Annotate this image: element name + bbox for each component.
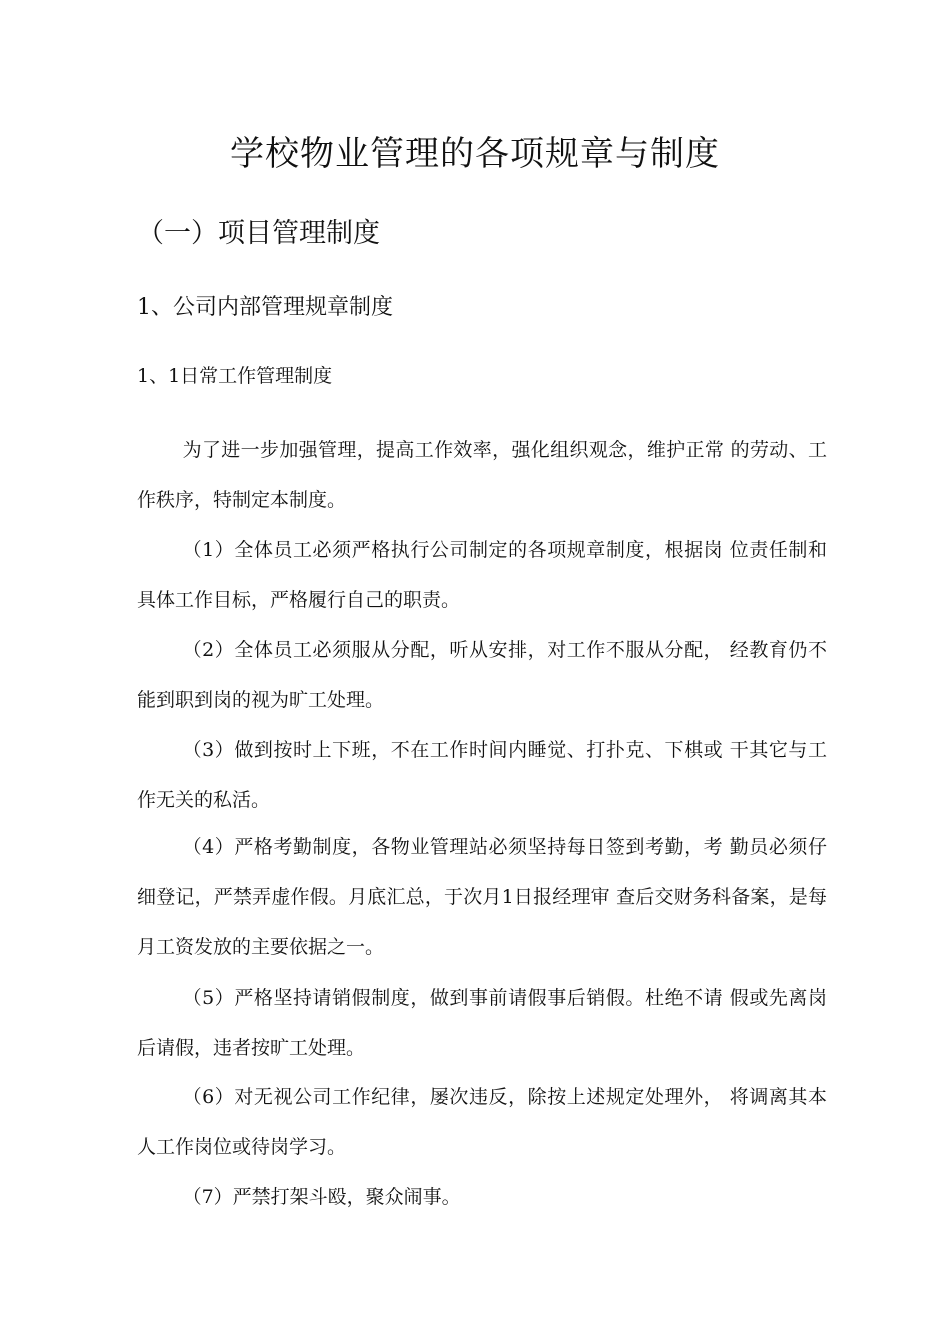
document-title: 学校物业管理的各项规章与制度 bbox=[230, 134, 720, 174]
subsubsection-heading: 1、1日常工作管理制度 bbox=[137, 365, 333, 387]
rule-paragraph-6: （6）对无视公司工作纪律，屡次违反，除按上述规定处理外， 将调离其本人工作岗位或待岗学习。 bbox=[137, 1086, 827, 1158]
section-heading: （一）项目管理制度 bbox=[137, 218, 380, 249]
rule-paragraph-1: （1）全体员工必须严格执行公司制定的各项规章制度，根据岗 位责任制和具体工作目标，严格履行自己的职责。 bbox=[137, 539, 827, 611]
intro-paragraph: 为了进一步加强管理，提高工作效率，强化组织观念，维护正常 的劳动、工作秩序，特制定本制度。 bbox=[137, 439, 827, 511]
rule-paragraph-4: （4）严格考勤制度，各物业管理站必须坚持每日签到考勤，考 勤员必须仔细登记，严禁弄虚作假。月底汇总，于次月1日报经理审 查后交财务科备案，是每月工资发放的主要依据之一。 bbox=[137, 836, 827, 958]
subsection-heading: 1、公司内部管理规章制度 bbox=[137, 295, 393, 320]
rule-paragraph-3: （3）做到按时上下班，不在工作时间内睡觉、打扑克、下棋或 干其它与工作无关的私活。 bbox=[137, 739, 827, 811]
rule-paragraph-5: （5）严格坚持请销假制度，做到事前请假事后销假。杜绝不请 假或先离岗后请假，违者按旷工处理。 bbox=[137, 987, 827, 1059]
rule-paragraph-2: （2）全体员工必须服从分配，听从安排，对工作不服从分配， 经教育仍不能到职到岗的视为旷工处理。 bbox=[137, 639, 827, 711]
rule-paragraph-7: （7）严禁打架斗殴，聚众闹事。 bbox=[182, 1186, 461, 1208]
